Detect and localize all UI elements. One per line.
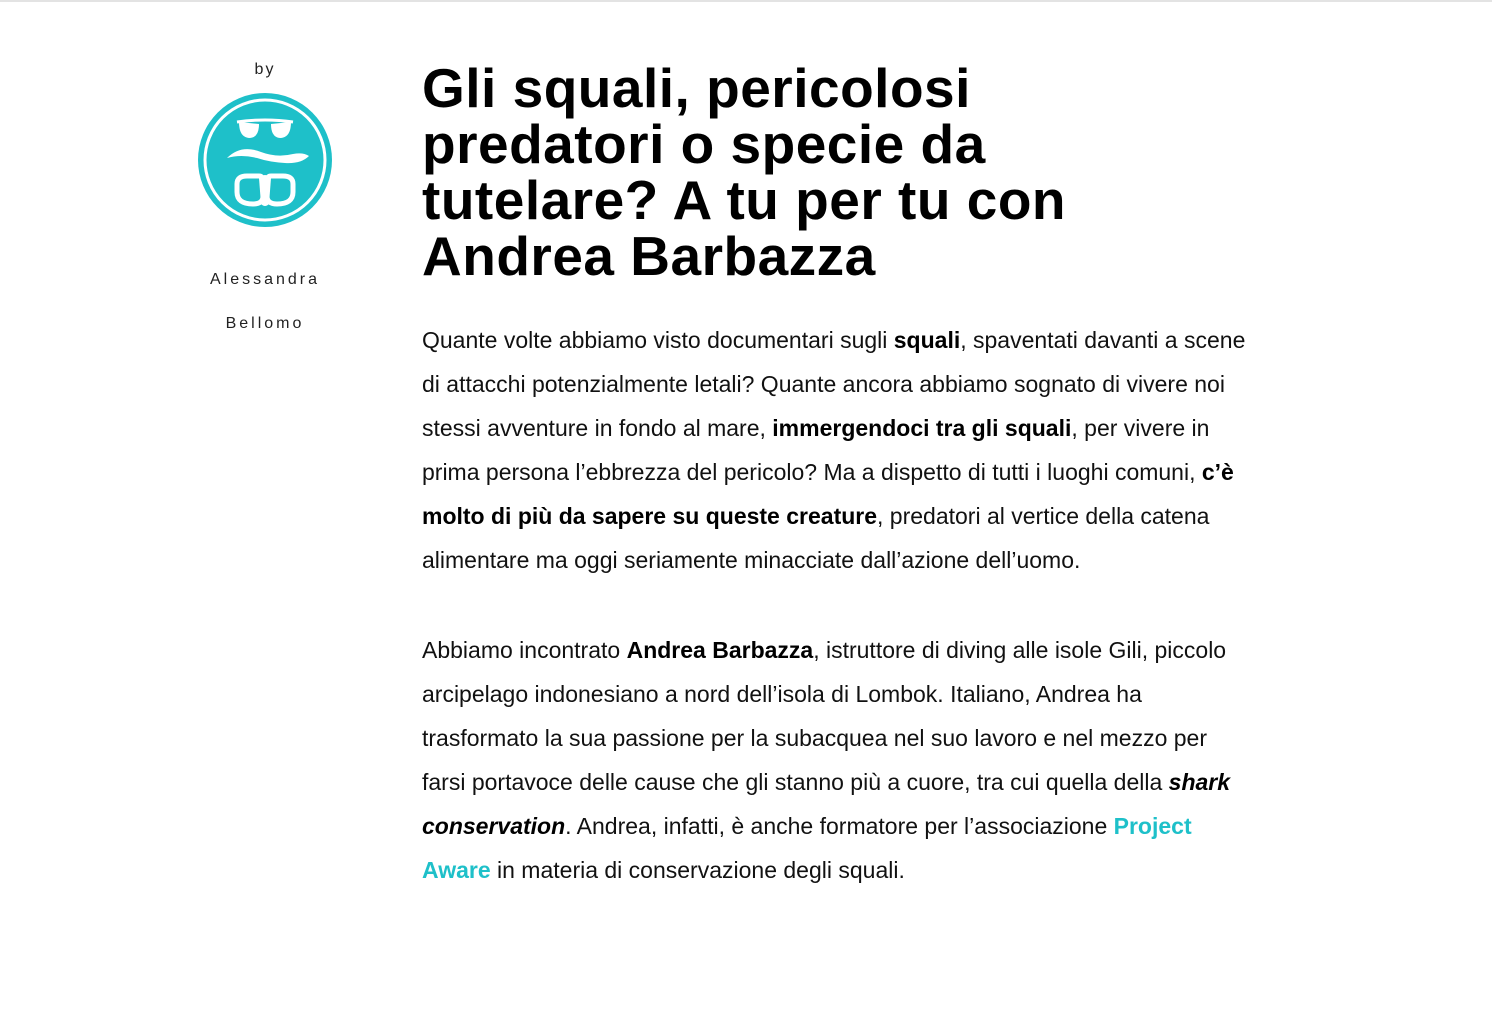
text: , istruttore di diving alle isole Gili, piccolo arcipelago indonesiano a nord dell’isola di Lombok. Italiano, Andrea ha trasformato la sua passione per la subacquea nel suo lavoro e nel mezzo per farsi portavoce delle cause che gli stanno più a cuore, tra cui quella della bbox=[422, 637, 1227, 795]
text: in materia di conservazione degli squali. bbox=[490, 857, 905, 883]
article-title: Gli squali, pericolosi predatori o specie da tutelare? A tu per tu con Andrea Barbazza bbox=[422, 57, 1067, 287]
text: , spaventati davanti a scene di attacchi potenzialmente letali? Quante ancora abbiamo sognato di vivere noi stessi avventure in fondo al mare, bbox=[422, 327, 1246, 441]
bold-text: squali bbox=[893, 327, 961, 353]
project-aware-link[interactable]: Project Aware bbox=[422, 813, 1192, 883]
diver-mask-avatar-icon[interactable] bbox=[197, 92, 333, 228]
article-paragraph-2 bbox=[422, 628, 1252, 892]
by-label: by bbox=[254, 61, 276, 78]
top-divider bbox=[0, 0, 1492, 2]
author-first-name[interactable]: Alessandra bbox=[209, 271, 321, 288]
text: . Andrea, infatti, è anche formatore per l’associazione bbox=[565, 813, 1114, 839]
text: , predatori al vertice della catena alimentare ma oggi seriamente minacciate dall’azione dell’uomo. bbox=[422, 503, 1210, 573]
article bbox=[422, 57, 1252, 892]
author-last-name[interactable]: Bellomo bbox=[225, 315, 305, 332]
author-sidebar bbox=[190, 58, 340, 346]
bold-text: c’è molto di più da sapere su queste creature bbox=[422, 459, 1234, 529]
text: Abbiamo incontrato bbox=[422, 637, 627, 663]
text: Quante volte abbiamo visto documentari sugli bbox=[422, 327, 894, 353]
bold-text: immergendoci tra gli squali bbox=[772, 415, 1072, 441]
bold-text: Andrea Barbazza bbox=[626, 637, 814, 663]
article-paragraph-1 bbox=[422, 318, 1252, 582]
text: , per vivere in prima persona l’ebbrezza del pericolo? Ma a dispetto di tutti i luoghi comuni, bbox=[422, 415, 1210, 485]
author-name[interactable] bbox=[190, 258, 340, 346]
italic-text: shark conservation bbox=[422, 769, 1231, 839]
